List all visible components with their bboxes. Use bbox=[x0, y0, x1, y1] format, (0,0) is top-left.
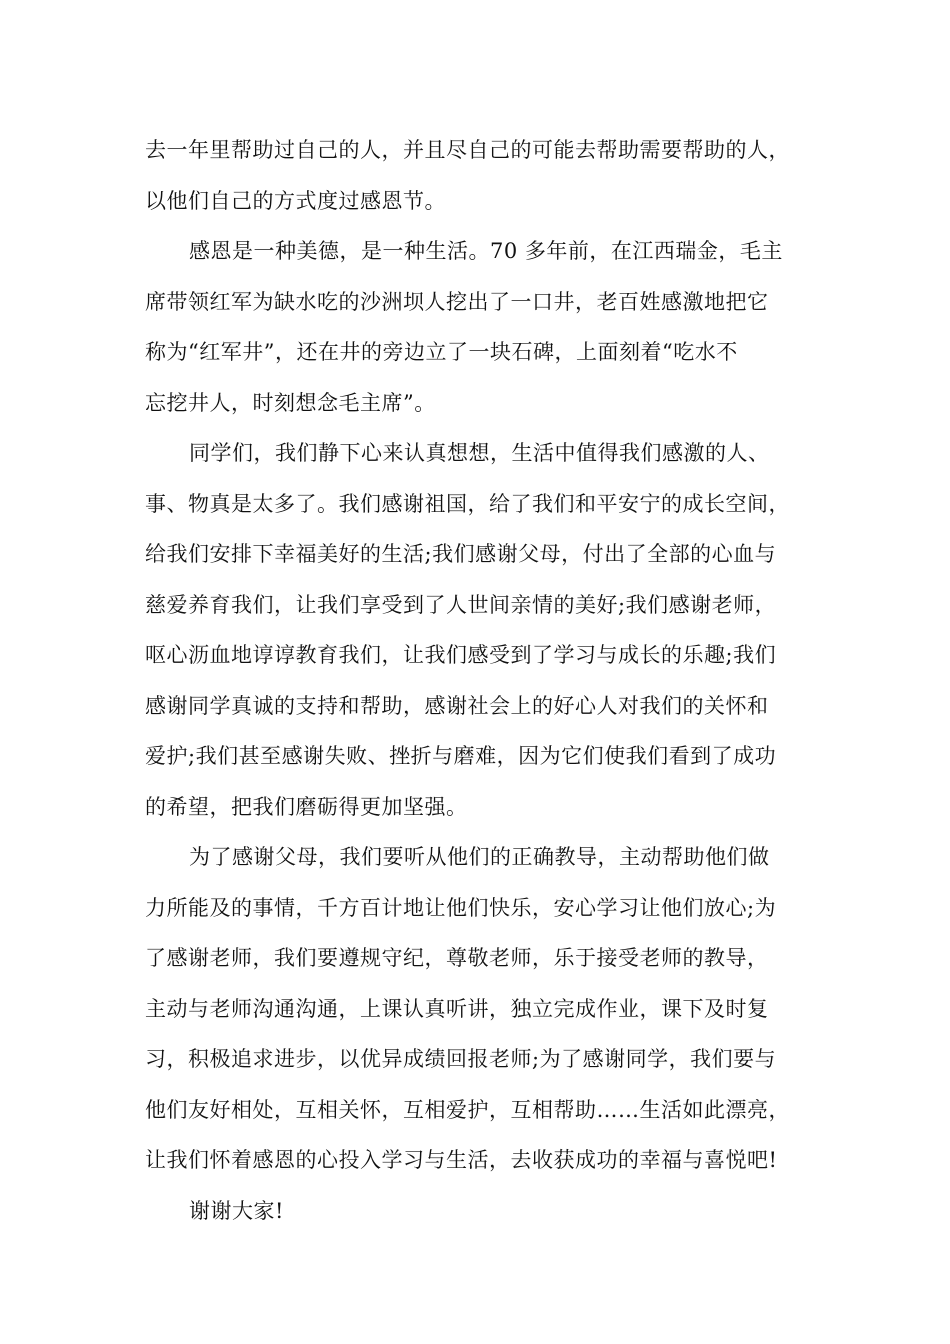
text-line: 慈爱养育我们，让我们享受到了人世间亲情的美好;我们感谢老师， bbox=[145, 592, 777, 617]
paragraph-1 bbox=[145, 125, 825, 226]
text-line: 谢谢大家! bbox=[189, 1198, 284, 1223]
text-line: 忘挖井人，时刻想念毛主席”。 bbox=[145, 390, 436, 415]
text-line: 爱护;我们甚至感谢失败、挫折与磨难，因为它们使我们看到了成功 bbox=[145, 744, 777, 768]
paragraph-4 bbox=[145, 832, 825, 1186]
text-line: 同学们，我们静下心来认真想想，生活中值得我们感激的人、 bbox=[189, 441, 770, 465]
text-line: 力所能及的事情，千方百计地让他们快乐，安心学习让他们放心;为 bbox=[145, 895, 777, 920]
text-line: 以他们自己的方式度过感恩节。 bbox=[145, 188, 446, 213]
paragraph-5 bbox=[145, 1186, 825, 1237]
text-line: 为了感谢父母，我们要听从他们的正确教导，主动帮助他们做 bbox=[189, 845, 770, 869]
text-line: 主动与老师沟通沟通，上课认真听讲，独立完成作业，课下及时复 bbox=[145, 996, 769, 1021]
text-line: 给我们安排下幸福美好的生活;我们感谢父母，付出了全部的心血与 bbox=[145, 542, 777, 566]
text-line: 称为“红军井”，还在井的旁边立了一块石碑，上面刻着“吃水不 bbox=[145, 340, 738, 364]
text-line: 了感谢老师，我们要遵规守纪，尊敬老师，乐于接受老师的教导， bbox=[145, 946, 769, 970]
text-line: 的希望，把我们磨砺得更加坚强。 bbox=[145, 794, 468, 819]
text-line: 席带领红军为缺水吃的沙洲坝人挖出了一口井，老百姓感激地把它 bbox=[145, 289, 769, 314]
paragraph-3 bbox=[145, 428, 825, 832]
text-line: 他们友好相处，互相关怀，互相爱护，互相帮助……生活如此漂亮， bbox=[145, 1097, 790, 1122]
text-line: 感恩是一种美德，是一种生活。70 多年前，在江西瑞金，毛主 bbox=[189, 239, 783, 263]
document-body bbox=[145, 125, 825, 1236]
text-line: 感谢同学真诚的支持和帮助，感谢社会上的好心人对我们的关怀和 bbox=[145, 693, 769, 718]
text-line: 让我们怀着感恩的心投入学习与生活，去收获成功的幸福与喜悦吧! bbox=[145, 1148, 778, 1172]
text-line: 习，积极追求进步，以优异成绩回报老师;为了感谢同学，我们要与 bbox=[145, 1047, 777, 1071]
paragraph-2 bbox=[145, 226, 825, 428]
text-line: 呕心沥血地谆谆教育我们，让我们感受到了学习与成长的乐趣;我们 bbox=[145, 643, 777, 667]
text-line: 去一年里帮助过自己的人，并且尽自己的可能去帮助需要帮助的人， bbox=[145, 138, 790, 162]
text-line: 事、物真是太多了。我们感谢祖国，给了我们和平安宁的成长空间， bbox=[145, 491, 790, 516]
